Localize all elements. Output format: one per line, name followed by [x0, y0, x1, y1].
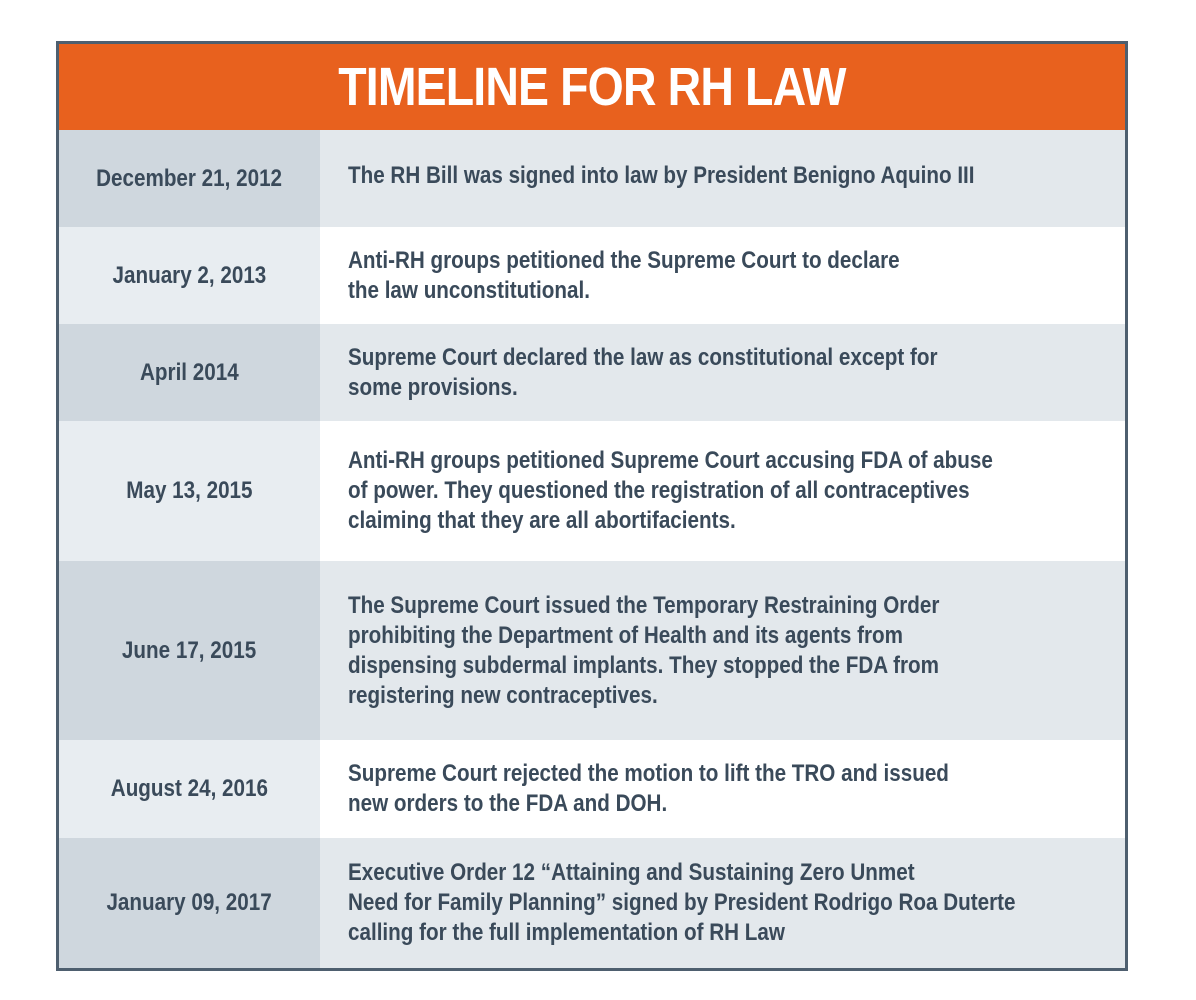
timeline-row	[59, 130, 1125, 227]
timeline-date-cell	[59, 561, 320, 740]
timeline-date: January 09, 2017	[106, 889, 273, 916]
timeline-row	[59, 324, 1125, 421]
timeline-description: Anti-RH groups petitioned Supreme Court accusing FDA of abuse of power. They questioned the registration of all contraceptives claiming that they are all abortifacients.	[348, 447, 993, 534]
timeline-description-cell	[320, 324, 1125, 421]
timeline-description-cell	[320, 740, 1125, 838]
timeline-description-cell	[320, 838, 1125, 968]
timeline-table-frame	[56, 41, 1128, 971]
timeline-row	[59, 227, 1125, 324]
timeline-description: Executive Order 12 “Attaining and Sustaining Zero Unmet Need for Family Planning” signed by President Rodrigo Roa Duterte calling for the full implementation of RH Law	[348, 859, 1016, 946]
page-title: TIMELINE FOR RH LAW	[338, 57, 846, 117]
timeline-row	[59, 421, 1125, 561]
timeline-description-cell	[320, 227, 1125, 324]
timeline-date: August 24, 2016	[110, 775, 269, 802]
timeline-date: June 17, 2015	[122, 636, 257, 664]
timeline-date-cell	[59, 227, 320, 324]
timeline-date-cell	[59, 838, 320, 968]
timeline-row	[59, 561, 1125, 740]
timeline-header	[59, 44, 1125, 130]
timeline-date: May 13, 2015	[126, 477, 253, 504]
timeline-row	[59, 838, 1125, 968]
timeline-description: Anti-RH groups petitioned the Supreme Court to declare the law unconstitutional.	[348, 246, 900, 304]
timeline-description: The RH Bill was signed into law by President Benigno Aquino III	[348, 162, 975, 189]
timeline-description-cell	[320, 561, 1125, 740]
timeline-description-cell	[320, 130, 1125, 227]
timeline-description-cell	[320, 421, 1125, 561]
timeline-date-cell	[59, 421, 320, 561]
timeline-description: Supreme Court declared the law as constitutional except for some provisions.	[348, 343, 938, 401]
timeline-date: December 21, 2012	[96, 164, 283, 192]
timeline-date-cell	[59, 130, 320, 227]
timeline-date-cell	[59, 324, 320, 421]
timeline-date: January 2, 2013	[112, 261, 267, 289]
timeline-description: Supreme Court rejected the motion to lift the TRO and issued new orders to the FDA and DOH.	[348, 760, 949, 817]
timeline-description: The Supreme Court issued the Temporary Restraining Order prohibiting the Department of Health and its agents from dispensing subdermal implants. They stopped the FDA from registering new contraceptives.	[348, 591, 940, 709]
timeline-date: April 2014	[140, 358, 239, 386]
timeline-date-cell	[59, 740, 320, 838]
timeline-row	[59, 740, 1125, 838]
